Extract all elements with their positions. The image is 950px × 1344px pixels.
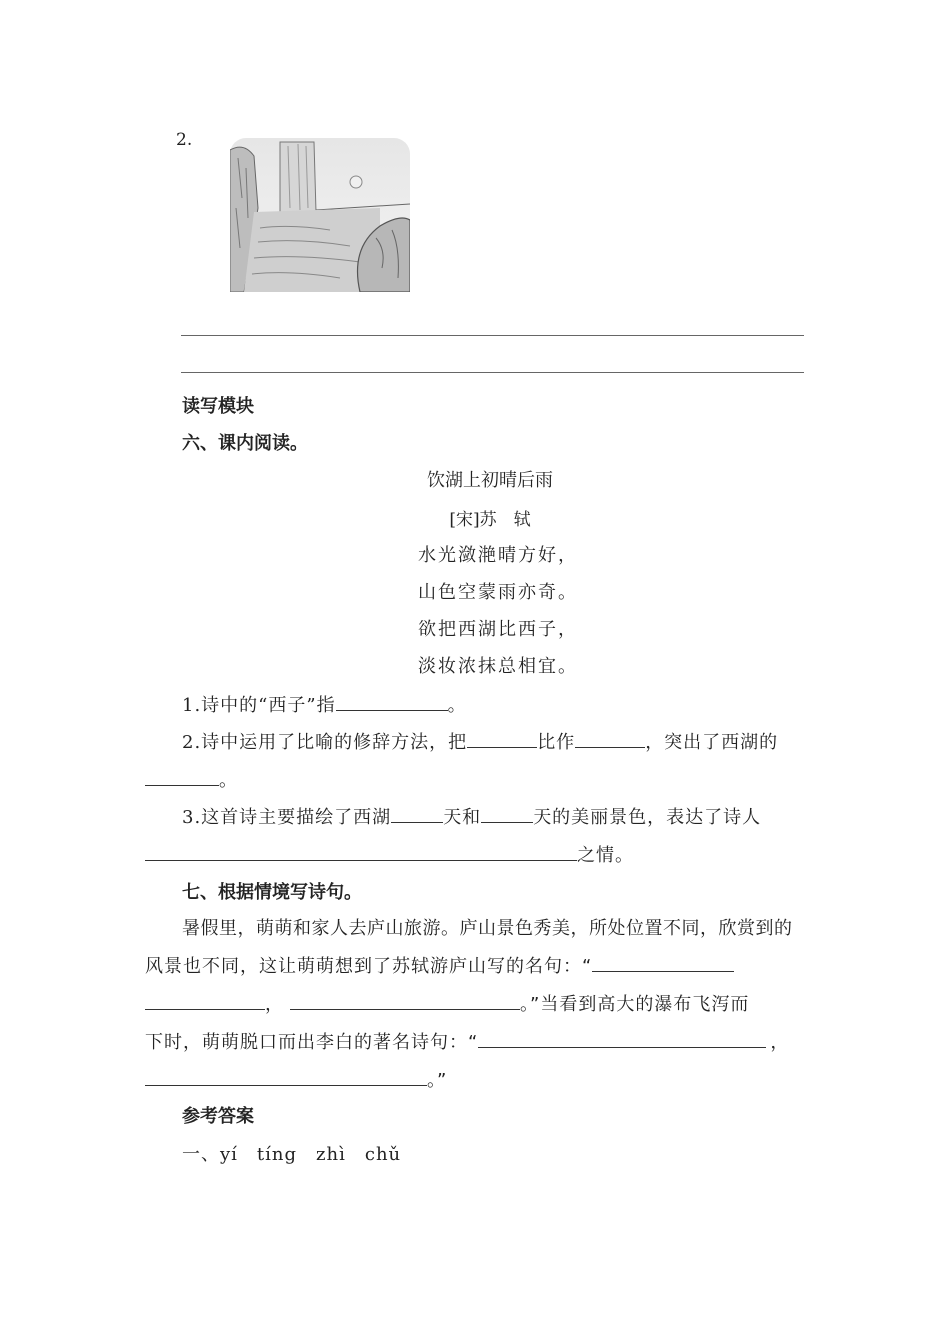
- s7-blank-2[interactable]: [290, 991, 520, 1010]
- section6-heading: 六、课内阅读。: [182, 433, 308, 454]
- q3-mid2: 天的美丽景色，表达了诗人: [533, 807, 762, 828]
- q3-end: 之情。: [577, 845, 634, 866]
- q1-blank[interactable]: [336, 692, 448, 711]
- s7-comma-2: ，: [770, 1032, 790, 1053]
- q3-text: 3.这首诗主要描绘了西湖: [182, 807, 392, 828]
- poem-author: [宋]苏 轼: [449, 510, 531, 530]
- poem-line-2: 山色空蒙雨亦奇。: [418, 582, 578, 603]
- answers-heading: 参考答案: [182, 1106, 254, 1127]
- module-title: 读写模块: [182, 396, 254, 417]
- poem-line-3: 欲把西湖比西子，: [418, 619, 578, 640]
- answer-line-1[interactable]: [181, 335, 804, 336]
- poem-line-1: 水光潋滟晴方好，: [418, 545, 578, 566]
- q2-mid2: ，突出了西湖的: [645, 732, 779, 753]
- q1-text: 1.诗中的“西子”指: [182, 695, 336, 716]
- q2-end: 。: [219, 770, 238, 791]
- lushan-waterfall-illustration: [230, 138, 410, 292]
- s7-line-1: 暑假里，萌萌和家人去庐山旅游。庐山景色秀美，所处位置不同，欣赏到的: [182, 918, 793, 939]
- q3-blank-2[interactable]: [481, 804, 533, 823]
- answer-line-2[interactable]: [181, 372, 804, 373]
- q2-blank-2[interactable]: [575, 729, 645, 748]
- s7-blank-4[interactable]: [145, 1067, 427, 1086]
- s7-comma-1: ，: [265, 994, 284, 1015]
- s7-blank-1-cont[interactable]: [145, 991, 265, 1010]
- s7-blank-3[interactable]: [478, 1029, 766, 1048]
- question-number-2: 2.: [176, 130, 193, 150]
- s7-line-4-text: 下时，萌萌脱口而出李白的著名诗句：“: [145, 1032, 479, 1053]
- q3: [182, 803, 761, 829]
- answers-line-1: 一、yí tíng zhì chǔ: [182, 1144, 402, 1165]
- q2-mid1: 比作: [537, 732, 576, 753]
- q3-blank-3[interactable]: [145, 842, 577, 861]
- s7-line-2: [145, 952, 734, 978]
- section7-heading: 七、根据情境写诗句。: [182, 882, 362, 903]
- s7-line-5: [145, 1066, 447, 1092]
- q1-end: 。: [447, 695, 467, 716]
- q2-blank-1[interactable]: [467, 729, 537, 748]
- q2-text: 2.诗中运用了比喻的修辞方法，把: [182, 732, 468, 753]
- s7-blank-1[interactable]: [592, 953, 734, 972]
- s7-line-4: [145, 1028, 789, 1054]
- s7-end: 。”: [427, 1070, 448, 1091]
- q3-blank-1[interactable]: [391, 804, 443, 823]
- poem-title: 饮湖上初晴后雨: [427, 470, 553, 491]
- q2-blank-3[interactable]: [145, 767, 219, 786]
- q1: [182, 691, 467, 717]
- poem-line-4: 淡妆浓抹总相宜。: [418, 656, 578, 677]
- q3-cont: [145, 841, 634, 867]
- q3-mid1: 天和: [443, 807, 482, 828]
- s7-line-3: [145, 990, 749, 1016]
- q2-cont: [145, 766, 238, 792]
- s7-line-2-text: 风景也不同，这让萌萌想到了苏轼游庐山写的名句：“: [145, 956, 593, 977]
- q2: [182, 728, 778, 754]
- s7-line-3-text: 。”当看到高大的瀑布飞泻而: [520, 994, 750, 1015]
